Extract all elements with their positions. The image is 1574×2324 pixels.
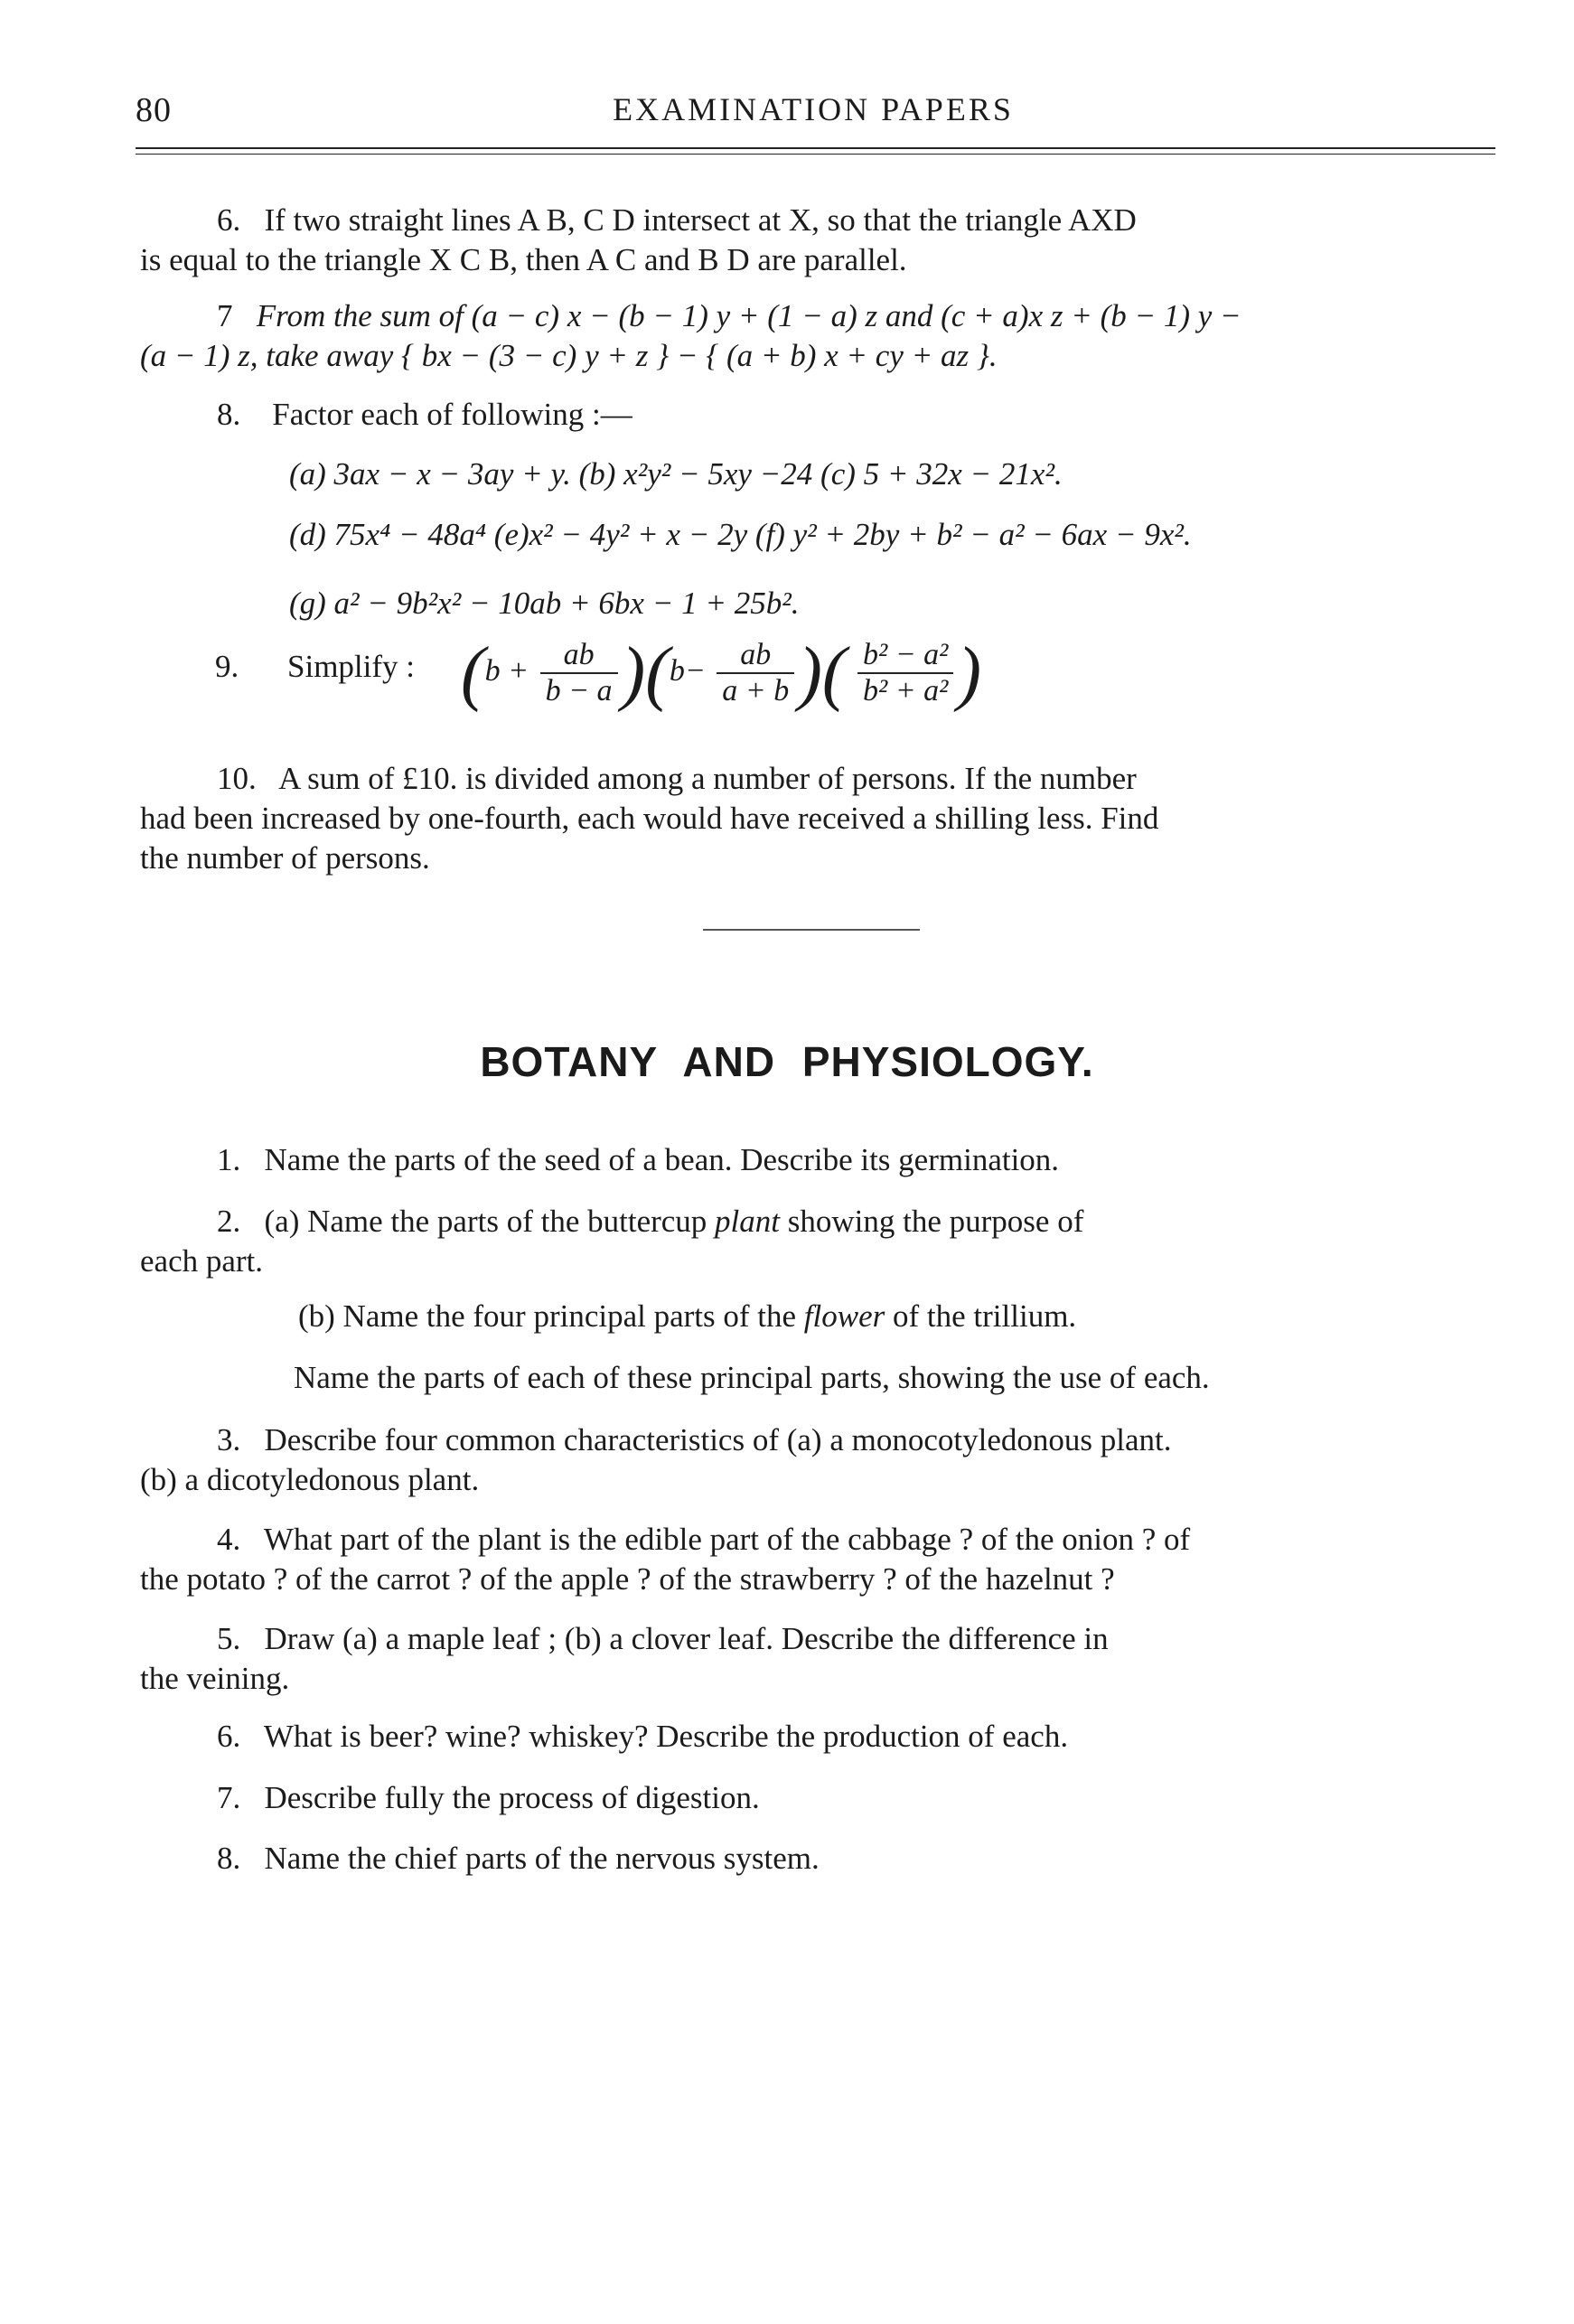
botany-question-2 (140, 1202, 1504, 1281)
botany-question-5 (140, 1619, 1504, 1699)
botany-question-1 (140, 1140, 1504, 1180)
question-number: 3. (217, 1422, 241, 1457)
question-text: Factor each of following :— (272, 397, 632, 432)
question-text: (b) Name the four principal parts of the (298, 1298, 797, 1334)
page-number: 80 (136, 91, 172, 129)
question-text-cont: had been increased by one-fourth, each would have received a shilling less. Find (140, 801, 1159, 836)
fraction-2-prefix: b− (669, 653, 706, 688)
fraction-2 (717, 638, 794, 708)
question-text: Draw (a) a maple leaf ; (b) a clover leaf. Describe the difference in (264, 1621, 1109, 1656)
section-separator (703, 929, 920, 931)
question-number: 5. (217, 1621, 241, 1656)
fraction-3-denominator: b² + a² (863, 674, 949, 708)
fraction-2-numerator: ab (717, 638, 794, 674)
question-text: of the trillium. (893, 1298, 1077, 1334)
fraction-1-numerator: ab (540, 638, 618, 674)
botany-question-6 (140, 1717, 1504, 1757)
question-text: From the sum of (a − c) x − (b − 1) y + (1 − a) z and (c + a)x z + (b − 1) y − (256, 298, 1241, 333)
question-text: Name the parts of the seed of a bean. Describe its germination. (264, 1142, 1060, 1177)
question-number: 10. (217, 761, 257, 796)
question-number: 8. (217, 397, 241, 432)
botany-question-2b (298, 1298, 1076, 1335)
question-6 (140, 201, 1504, 280)
fraction-3-numerator: b² − a² (857, 638, 953, 674)
botany-question-3 (140, 1420, 1504, 1500)
question-text-cont: the veining. (140, 1661, 290, 1696)
question-text: showing the purpose of (787, 1204, 1084, 1239)
factor-part-d: (d) 75x⁴ − 48a⁴ (e)x² − 4y² + x − 2y (f) y² + 2by + b² − a² − 6ax − 9x². (289, 517, 1192, 552)
question-number: 1. (217, 1142, 241, 1177)
factor-part-a: (a) 3ax − x − 3ay + y. (b) x²y² − 5xy −24 (c) 5 + 32x − 21x². (289, 456, 1063, 492)
fraction-3 (857, 638, 953, 708)
botany-question-2c: Name the parts of each of these principal parts, showing the use of each. (294, 1360, 1210, 1395)
question-text: Describe four common characteristics of (a) a monocotyledonous plant. (264, 1422, 1172, 1457)
question-text: A sum of £10. is divided among a number of persons. If the number (278, 761, 1137, 796)
question-text: Name the chief parts of the nervous system. (264, 1841, 820, 1876)
question-8 (140, 395, 1504, 435)
emphasis-flower: flower (803, 1298, 885, 1334)
fraction-1-denominator: b − a (545, 674, 613, 708)
question-number: 2. (217, 1204, 241, 1239)
page-header (136, 90, 1491, 145)
question-7 (140, 296, 1504, 376)
header-rule (136, 147, 1495, 149)
question-text: (a) Name the parts of the buttercup (264, 1204, 707, 1239)
question-text-cont: (b) a dicotyledonous plant. (140, 1462, 480, 1497)
question-10 (140, 759, 1504, 878)
question-9-number: 9. (215, 649, 239, 684)
emphasis-plant: plant (715, 1204, 780, 1239)
question-number: 7. (217, 1780, 241, 1815)
header-rule-thin (136, 154, 1495, 155)
factor-part-g: (g) a² − 9b²x² − 10ab + 6bx − 1 + 25b². (289, 586, 800, 621)
question-text-cont: the potato ? of the carrot ? of the apple ? of the strawberry ? of the hazelnut ? (140, 1561, 1115, 1597)
running-title: EXAMINATION PAPERS (613, 91, 1014, 127)
simplify-expression: (b + $\frac{ab}{b - a}$ )(b− $\frac{ab}{a + b}$ )( $\frac{\text{b² − a²}}{\text{b² + a²}}$ ) (461, 633, 981, 713)
question-number: 8. (217, 1841, 241, 1876)
botany-question-8 (140, 1839, 1504, 1879)
question-text: Describe fully the process of digestion. (264, 1780, 760, 1815)
section-title: BOTANY AND PHYSIOLOGY. (480, 1038, 1094, 1085)
question-text-cont: is equal to the triangle X C B, then A C and B D are parallel. (140, 242, 907, 277)
question-number: 4. (217, 1522, 241, 1557)
question-text-cont: the number of persons. (140, 840, 430, 876)
question-number: 6. (217, 202, 241, 238)
botany-question-7 (140, 1778, 1504, 1818)
question-text: If two straight lines A B, C D intersect at X, so that the triangle AXD (264, 202, 1137, 238)
question-number: 6. (217, 1719, 241, 1754)
question-number: 7 (217, 298, 233, 333)
question-text-cont: each part. (140, 1243, 264, 1279)
fraction-1-prefix: b + (484, 653, 529, 688)
question-text-cont: (a − 1) z, take away { bx − (3 − c) y + z } − { (a + b) x + cy + az }. (140, 338, 998, 373)
botany-question-4 (140, 1520, 1504, 1599)
fraction-1 (540, 638, 618, 708)
question-text: What part of the plant is the edible part of the cabbage ? of the onion ? of (263, 1522, 1191, 1557)
question-text: What is beer? wine? whiskey? Describe the production of each. (263, 1719, 1069, 1754)
fraction-2-denominator: a + b (722, 674, 790, 708)
simplify-label: Simplify : (287, 649, 415, 684)
